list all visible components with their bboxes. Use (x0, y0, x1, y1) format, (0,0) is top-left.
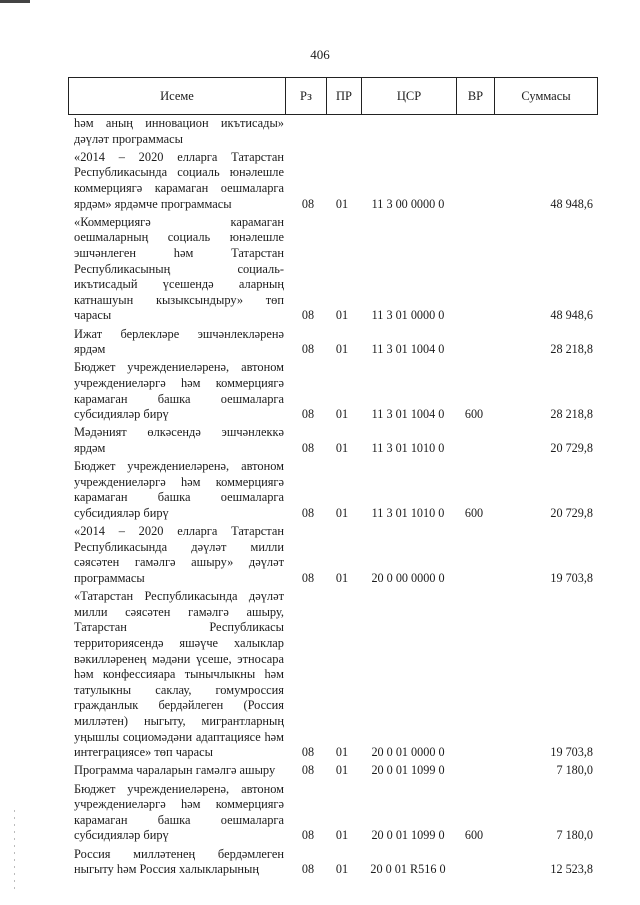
row-name-line: Бюджет учреждениеләренә, автоном (74, 459, 284, 474)
table-row (0, 459, 640, 521)
row-name (74, 847, 284, 878)
row-name (74, 459, 284, 521)
row-vr: 600 (464, 828, 484, 843)
row-name-line: милләтен) ныгыту, мигрантларның (74, 713, 284, 728)
row-name-line: Татарстан Республикасы (74, 620, 284, 635)
row-rz: 08 (301, 196, 315, 211)
row-vr: 600 (464, 505, 484, 520)
row-name-line: сәясәтен гамәлгә ашыру» дәүләт (74, 555, 284, 570)
row-name (74, 327, 284, 358)
row-csr: 11 3 01 1004 0 (371, 407, 445, 422)
row-name-line: милли сәясәтен гамәлгә ашыру, (74, 604, 284, 619)
row-csr: 20 0 01 1099 0 (371, 828, 445, 843)
row-csr: 11 3 01 1010 0 (371, 440, 445, 455)
row-name-line: карамаган башка оешмаларга (74, 391, 284, 406)
row-name-line: «Коммерциягә карамаган (74, 214, 284, 229)
row-name-line: дәүләт программасы (74, 131, 183, 146)
header-name: Исеме (160, 89, 194, 103)
row-name-line: карамаган башка оешмаларга (74, 812, 284, 827)
row-name-line: катнашуын кызыксындыру» төп (74, 292, 284, 307)
row-name-line: субсидияләр бирү (74, 505, 169, 520)
row-pr: 01 (335, 862, 349, 877)
row-name-line: оешмаларның социаль юнәлешле (74, 230, 284, 245)
row-name (74, 215, 284, 324)
header-rz: Рз (300, 89, 312, 103)
row-name-line: учреждениеләргә һәм коммерциягә (74, 375, 284, 390)
header-sum: Суммасы (521, 89, 571, 103)
row-name-line: интеграциясе» төп чарасы (74, 745, 213, 760)
row-sum: 48 948,6 (550, 308, 593, 323)
row-name-line: программасы (74, 570, 145, 585)
row-name-line: ярдәм (74, 342, 106, 357)
row-name (74, 524, 284, 586)
row-pr: 01 (335, 745, 349, 760)
row-name-line: һәм аның инновацион икътисады» (74, 116, 284, 130)
row-name-line: субсидияләр бирү (74, 407, 169, 422)
row-name (74, 116, 284, 147)
row-name-line: Республикасында социаль юнәлешле (74, 165, 284, 180)
row-rz: 08 (301, 828, 315, 843)
table-row (0, 782, 640, 844)
row-name-line: икътисадый үсешендә аларның (74, 277, 284, 292)
row-pr: 01 (335, 763, 349, 778)
row-name (74, 360, 284, 422)
table-row (0, 360, 640, 422)
row-name-line: «2014 – 2020 елларга Татарстан (74, 149, 284, 164)
row-csr: 20 0 01 1099 0 (371, 763, 445, 778)
row-rz: 08 (301, 745, 315, 760)
row-rz: 08 (301, 407, 315, 422)
row-name (74, 425, 284, 456)
row-sum: 7 180,0 (556, 763, 593, 778)
row-pr: 01 (335, 342, 349, 357)
row-name-line: коммерциягә карамаган оешмаларга (74, 180, 284, 195)
row-sum: 20 729,8 (550, 505, 593, 520)
row-csr: 11 3 01 1004 0 (371, 342, 445, 357)
row-csr: 20 0 00 0000 0 (371, 570, 445, 585)
table-row (0, 589, 640, 761)
row-pr: 01 (335, 828, 349, 843)
table-row (0, 847, 640, 878)
row-sum: 12 523,8 (550, 862, 593, 877)
row-name-line: ярдәм (74, 440, 106, 455)
row-name-line: учреждениеләргә һәм коммерциягә (74, 797, 284, 812)
table-row (0, 327, 640, 358)
row-name (74, 150, 284, 212)
row-name-line: «2014 – 2020 елларга Татарстан (74, 524, 284, 539)
row-csr: 11 3 01 0000 0 (371, 308, 445, 323)
row-name-line: учреждениеләргә һәм коммерциягә (74, 474, 284, 489)
row-csr: 20 0 01 0000 0 (371, 745, 445, 760)
row-name-line: «Татарстан Республикасында дәүләт (74, 589, 284, 604)
row-pr: 01 (335, 570, 349, 585)
row-name (74, 589, 284, 761)
table-row (0, 524, 640, 586)
row-csr: 20 0 01 R516 0 (370, 862, 446, 877)
row-name-line: чарасы (74, 308, 112, 323)
row-name-line: Россия милләтенең бердәмлеген (74, 846, 284, 861)
page-number: 406 (310, 47, 330, 62)
row-name-line: территориясендә яшәүче халыклар (74, 635, 284, 650)
row-sum: 28 218,8 (550, 407, 593, 422)
row-csr: 11 3 00 0000 0 (371, 196, 445, 211)
row-sum: 19 703,8 (550, 745, 593, 760)
table-row (0, 116, 640, 147)
row-name-line: Программа чараларын гамәлгә ашыру (74, 763, 276, 778)
table-row (0, 150, 640, 212)
row-vr: 600 (464, 407, 484, 422)
row-rz: 08 (301, 862, 315, 877)
row-name-line: ярдәм» ярдәмче программасы (74, 196, 232, 211)
row-name-line: һәм конфессияара тынычлыкны һәм (74, 667, 284, 682)
row-name-line: ныгыту һәм Россия халыкларының (74, 862, 260, 877)
row-name-line: вәкилләренең мәдәни үсеше, этносара (74, 651, 284, 666)
table-row (0, 215, 640, 324)
row-name-line: гражданлык бердәйлеген (Россия (74, 698, 284, 713)
row-name-line: субсидияләр бирү (74, 828, 169, 843)
row-name-line: Республикасының социаль- (74, 261, 284, 276)
row-name (74, 782, 284, 844)
row-rz: 08 (301, 342, 315, 357)
row-name-line: карамаган башка оешмаларга (74, 490, 284, 505)
row-name-line: Ижат берлекләре эшчәнлекләренә (74, 326, 284, 341)
row-pr: 01 (335, 308, 349, 323)
header-csr: ЦСР (396, 89, 422, 103)
header-vr: ВР (467, 89, 484, 103)
row-rz: 08 (301, 505, 315, 520)
row-rz: 08 (301, 570, 315, 585)
row-rz: 08 (301, 763, 315, 778)
row-name-line: Бюджет учреждениеләренә, автоном (74, 360, 284, 375)
row-pr: 01 (335, 440, 349, 455)
row-pr: 01 (335, 505, 349, 520)
table-row (0, 425, 640, 456)
row-sum: 20 729,8 (550, 440, 593, 455)
table-row (0, 763, 640, 779)
row-name-line: татулыкны саклау, гомумроссия (74, 682, 284, 697)
row-pr: 01 (335, 407, 349, 422)
row-csr: 11 3 01 1010 0 (371, 505, 445, 520)
row-sum: 28 218,8 (550, 342, 593, 357)
row-name-line: Бюджет учреждениеләренә, автоном (74, 781, 284, 796)
row-name-line: Республикасында дәүләт милли (74, 539, 284, 554)
row-name-line: Мәдәният өлкәсендә эшчәнлеккә (74, 425, 284, 440)
row-name-line: уңышлы социомәдәни адаптациясе һәм (74, 729, 284, 744)
row-sum: 19 703,8 (550, 570, 593, 585)
header-pr: ПР (336, 89, 352, 103)
row-pr: 01 (335, 196, 349, 211)
row-rz: 08 (301, 440, 315, 455)
row-name-line: эшчәнлеген һәм Татарстан (74, 245, 284, 260)
row-sum: 7 180,0 (556, 828, 593, 843)
row-name (74, 763, 284, 779)
row-sum: 48 948,6 (550, 196, 593, 211)
row-rz: 08 (301, 308, 315, 323)
